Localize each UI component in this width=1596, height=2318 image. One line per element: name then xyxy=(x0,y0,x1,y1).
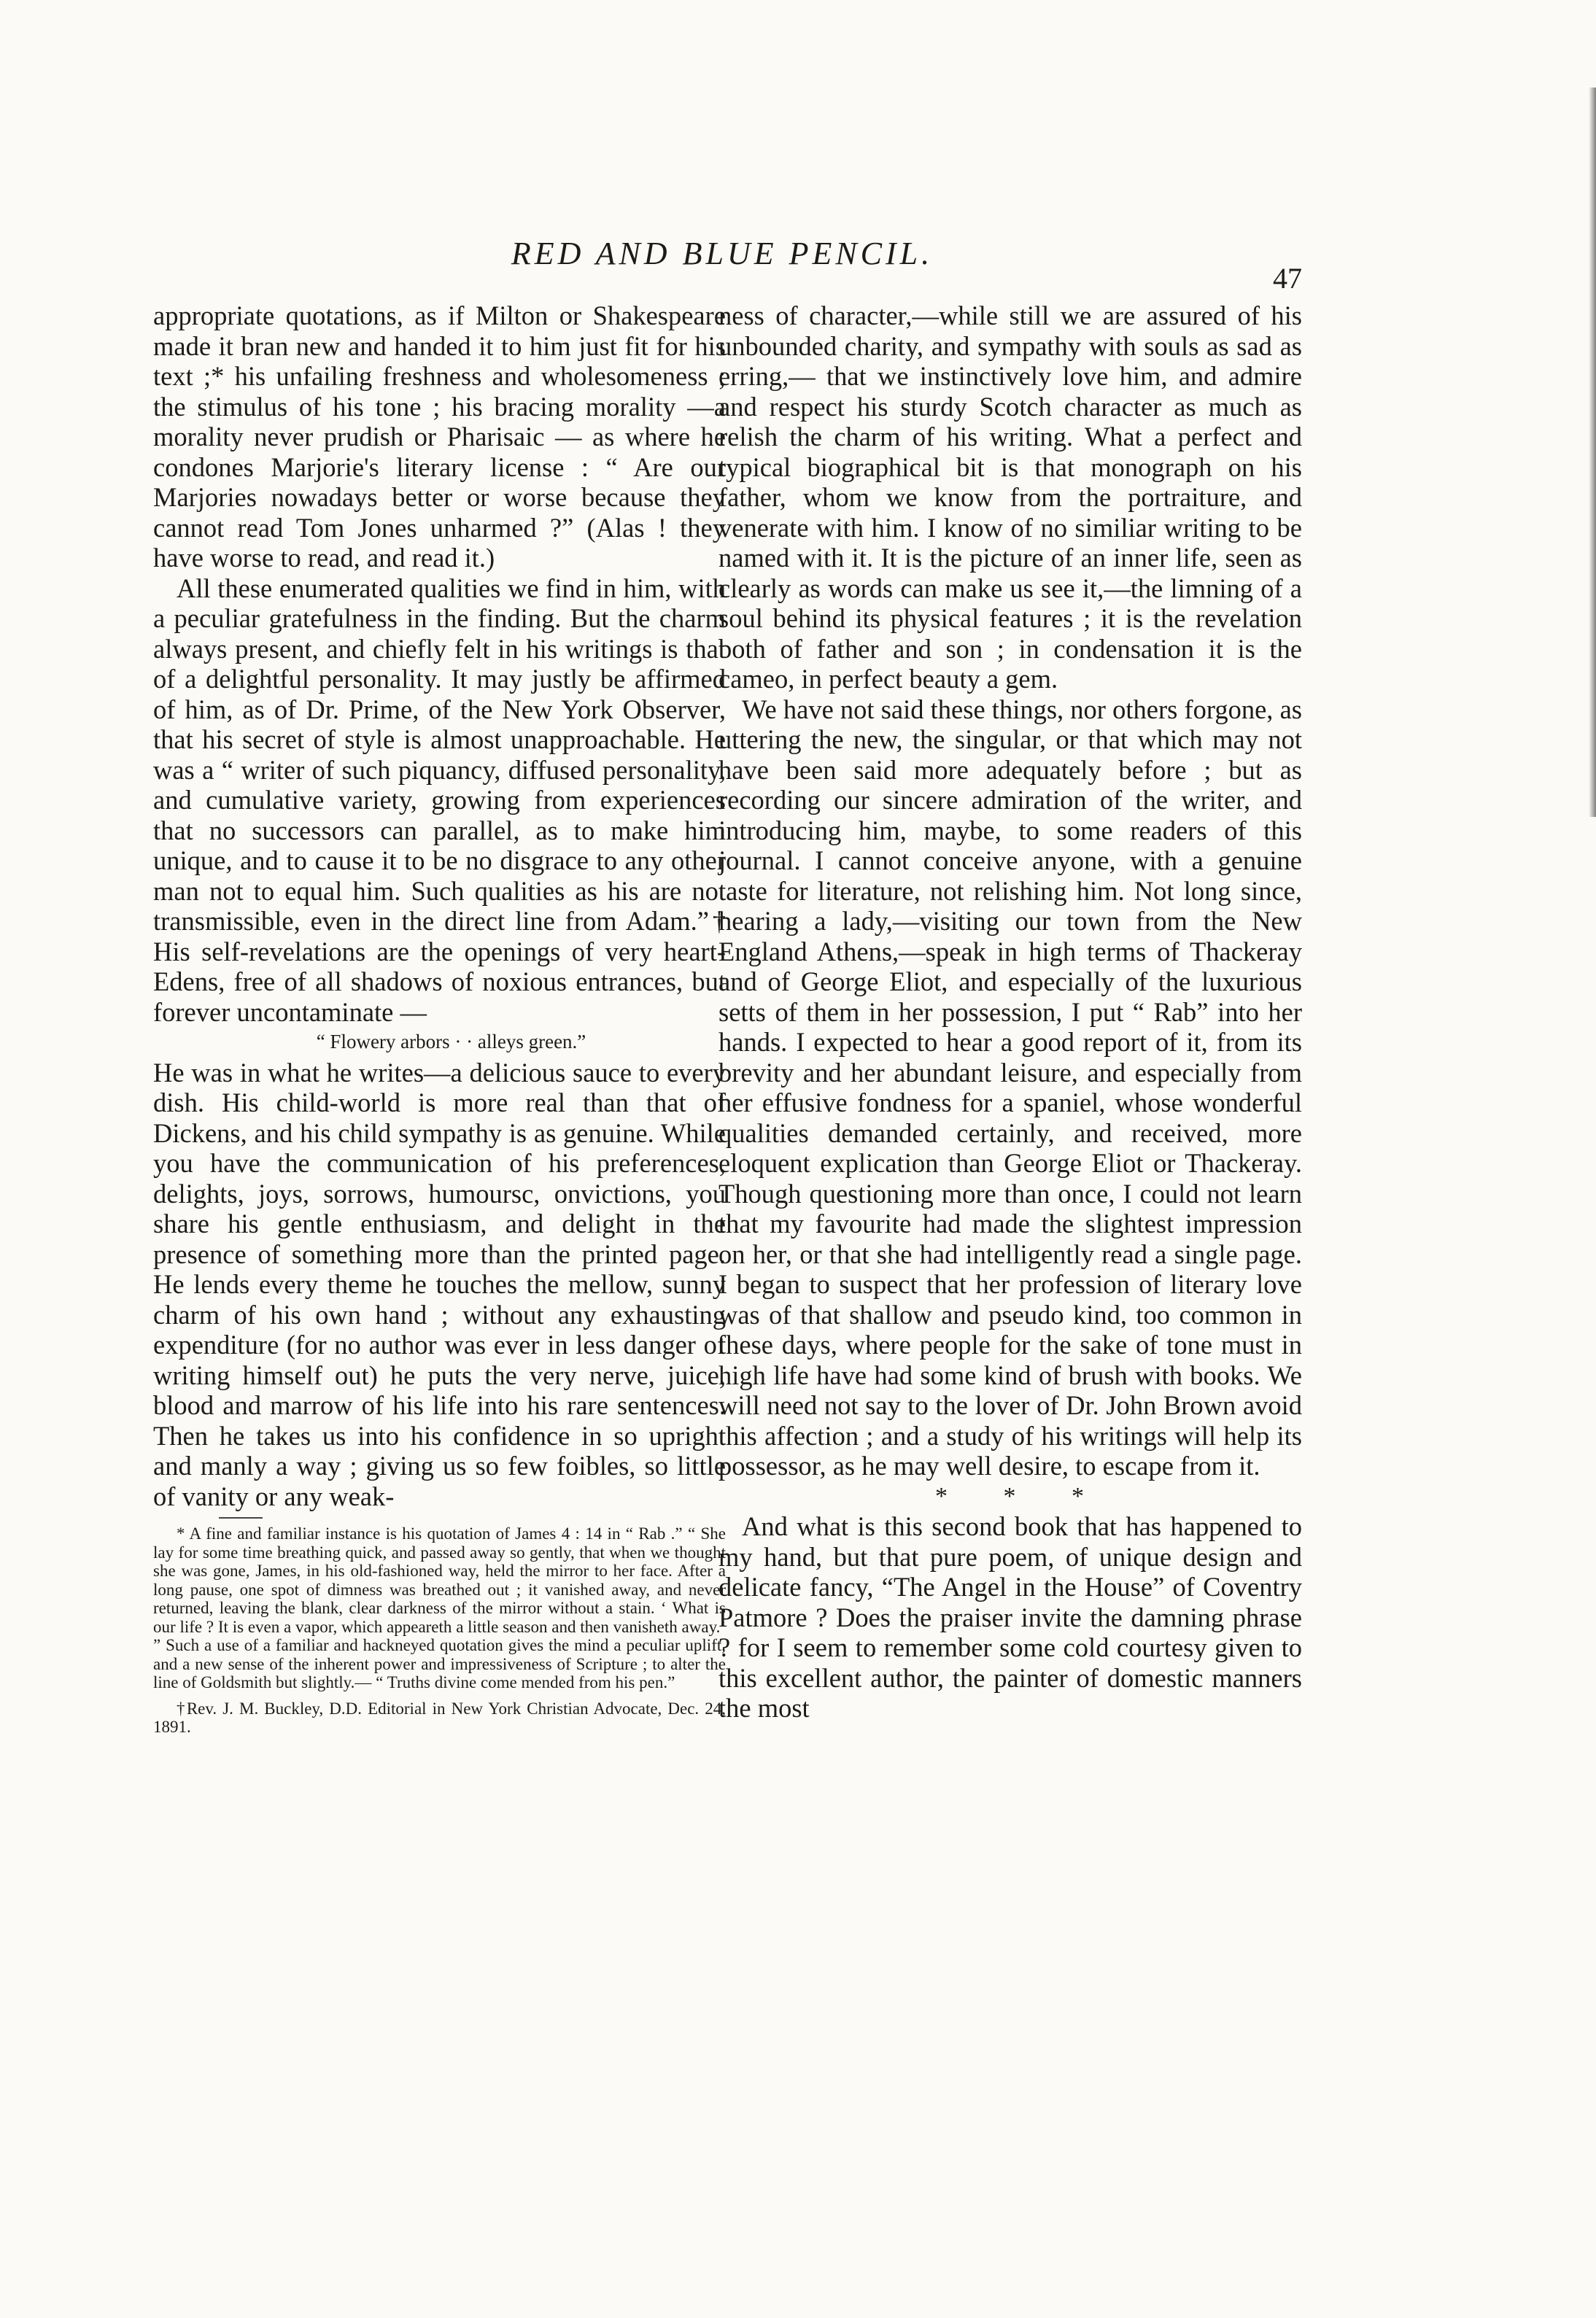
right-paragraph-2: We have not said these things, nor others forgone, as uttering the new, the singular, or that which may not have been said more adequately before ; but as recording our sincere admiration of the writer, and introducing him, maybe, to some readers of this journal. I cannot conceive anyone, with a genuine taste for literature, not relishing him. Not long since, hearing a lady,—visiting our town from the New England Athens,—speak in high terms of Thackeray and of George Eliot, and especially of the luxurious setts of them in her possession, I put “ Rab” into her hands. I expected to hear a good report of it, from its brevity and her abundant leisure, and especially from her effusive fondness for a spaniel, whose wonderful qualities demanded certainly, and received, more eloquent explication than George Eliot or Thackeray. Though questioning more than once, I could not learn that my favourite had made the slightest impression on her, or that she had intelligently read a single page. I began to suspect that her profession of literary love was of that shallow and pseudo kind, too common in these days, where people for the sake of tone must in high life have had some kind of brush with books. We will need not say to the lover of Dr. John Brown avoid this affection ; and a study of his writings will help its possessor, as he may well desire, to escape from it. xyxy=(718,694,1302,1481)
footnote-2: †Rev. J. M. Buckley, D.D. Editorial in New York Christian Advocate, Dec. 24, 1891. xyxy=(153,1699,726,1736)
running-title: RED AND BLUE PENCIL. xyxy=(511,236,934,271)
left-paragraph-2: All these enumerated qualities we find in him, with a peculiar gratefulness in the finding. But the charm always present, and chiefly felt in his writings is that of a delightful personality. It may justly be affirmed of him, as of Dr. Prime, of the New York Observer, that his secret of style is almost unapproachable. He was a “ writer of such piquancy, diffused personality, and cumulative variety, growing from experiences that no successors can parallel, as to make him unique, and to cause it to be no disgrace to any other man not to equal him. Such qualities as his are not transmissible, even in the direct line from Adam.”† His self-revelations are the openings of very heart-Edens, free of all shadows of noxious entrances, but forever uncontaminate — xyxy=(153,573,726,1027)
block-quote: “ Flowery arbors · · alleys green.” xyxy=(316,1031,586,1053)
left-paragraph-1: appropriate quotations, as if Milton or Shakespeare made it bran new and handed it to him just fit for his text ;* his unfailing freshness and wholesomeness ; the stimulus of his tone ; his bracing morality —a morality never prudish or Pharisaic — as where he condones Marjorie's literary license : “ Are our Marjories nowadays better or worse because they cannot read Tom Jones unharmed ?” (Alas ! they have worse to read, and read it.) xyxy=(153,301,726,573)
left-paragraph-3: He was in what he writes—a delicious sauce to every dish. His child-world is more real than that of Dickens, and his child sympathy is as genuine. While you have the communication of his preferences, delights, joys, sorrows, humoursc, onvictions, you share his gentle enthusiasm, and delight in the presence of something more than the printed page. He lends every theme he touches the mellow, sunny charm of his own hand ; without any exhausting expenditure (for no author was ever in less danger of writing himself out) he puts the very nerve, juice, blood and marrow of his life into his rare sentences. Then he takes us into his confidence in so upright and manly a way ; giving us so few foibles, so little of vanity or any weak- xyxy=(153,1057,726,1511)
footnote-1: * A fine and familiar instance is his quotation of James 4 : 14 in “ Rab .” “ She lay for some time breathing quick, and passed away so gently, that when we thought she was gone, James, in his old-fashioned way, held the mirror to her face. After a long pause, one spot of dimness was breathed out ; it vanished away, and never returned, leaving the blank, clear darkness of the mirror without a stain. ‘ What is our life ? It is even a vapor, which appeareth a little season and then vanisheth away.’ ” Such a use of a familiar and hackneyed quotation gives the mind a peculiar uplift, and a new sense of the inherent power and impressiveness of Scripture ; to alter the line of Goldsmith but slightly.— “ Truths divine come mended from his pen.” xyxy=(153,1524,726,1691)
right-column xyxy=(718,301,1302,1724)
right-paragraph-3: And what is this second book that has happened to my hand, but that pure poem, of unique design and delicate fancy, “The Angel in the House” of Coventry Patmore ? Does the praiser invite the damning phrase ? for I seem to remember some cold courtesy given to this excellent author, the painter of domestic manners the most xyxy=(718,1511,1302,1723)
section-asterism: * * * xyxy=(935,1482,1109,1510)
page-number: 47 xyxy=(1273,262,1302,295)
binding-edge xyxy=(1589,88,1596,817)
right-paragraph-1: ness of character,—while still we are assured of his unbounded charity, and sympathy with souls as sad as erring,— that we instinctively love him, and admire and respect his sturdy Scotch character as much as relish the charm of his writing. What a perfect and typical biographical bit is that monograph on his father, whom we know from the portraiture, and venerate with him. I know of no similiar writing to be named with it. It is the picture of an inner life, seen as clearly as words can make us see it,—the limning of a soul behind its physical features ; it is the revelation both of father and son ; in condensation it is the cameo, in perfect beauty a gem. xyxy=(718,301,1302,694)
footnote-divider xyxy=(219,1517,263,1519)
left-column xyxy=(153,301,726,1737)
